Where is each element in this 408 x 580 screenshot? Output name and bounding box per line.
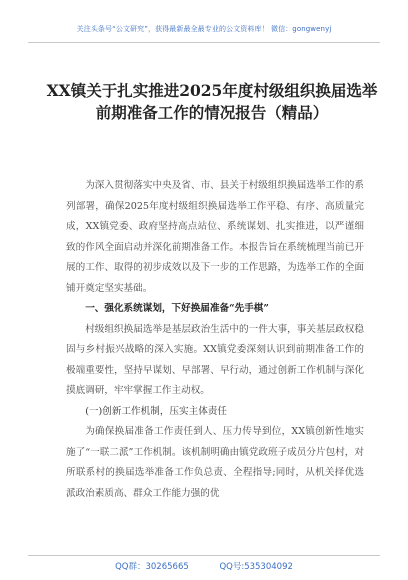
- subsection-paragraph: 为确保换届准备工作责任到人、压力传导到位，XX镇创新性地实施了“一联二派”工作机制。该机制明确由镇党政班子成员分片包村，对所联系村的换届选举准备工作负总责、全程指导;同时，从机关择优选派政治素质高、群众工作能力强的优: [66, 426, 364, 499]
- subsection-heading-1: (一)创新工作机制，压实主体责任: [85, 405, 227, 417]
- section-paragraph: 村级组织换届选举是基层政治生活中的一件大事，事关基层政权稳固与乡村振兴战略的深入实施。XX镇党委深刻认识到前期准备工作的极端重要性，坚持早谋划、早部署、早行动，通过创新工作机制与深化摸底调研，牢牢掌握工作主动权。: [66, 323, 364, 396]
- document-body: [66, 176, 364, 504]
- document-title: XX镇关于扎实推进2025年度村级组织换届选举前期准备工作的情况报告（精品）: [46, 81, 378, 122]
- section-heading-1: 一、强化系统谋划，下好换届准备“先手棋”: [85, 303, 269, 314]
- header-divider: [28, 42, 380, 43]
- intro-paragraph: 为深入贯彻落实中央及省、市、县关于村级组织换届选举工作的系列部署，确保2025年度村级组织换届选举工作平稳、有序、高质量完成，XX镇党委、政府坚持高点站位、系统谋划、扎实推进，以严谨细致的作风全面启动并深化前期准备工作。本报告旨在系统梳理当前已开展的工作、取得的初步成效以及下一步的工作思路，为选举工作的全面铺开奠定坚实基础。: [66, 180, 364, 294]
- footer-divider: [28, 555, 380, 556]
- qq-group: QQ群：30265665: [115, 562, 189, 572]
- qq-number: QQ号:535304092: [219, 562, 293, 572]
- footer: [0, 560, 408, 572]
- top-banner: 关注头条号“公文研究”，获得最新最全最专业的公文资料库！ 微信：gongwenyj: [76, 25, 332, 33]
